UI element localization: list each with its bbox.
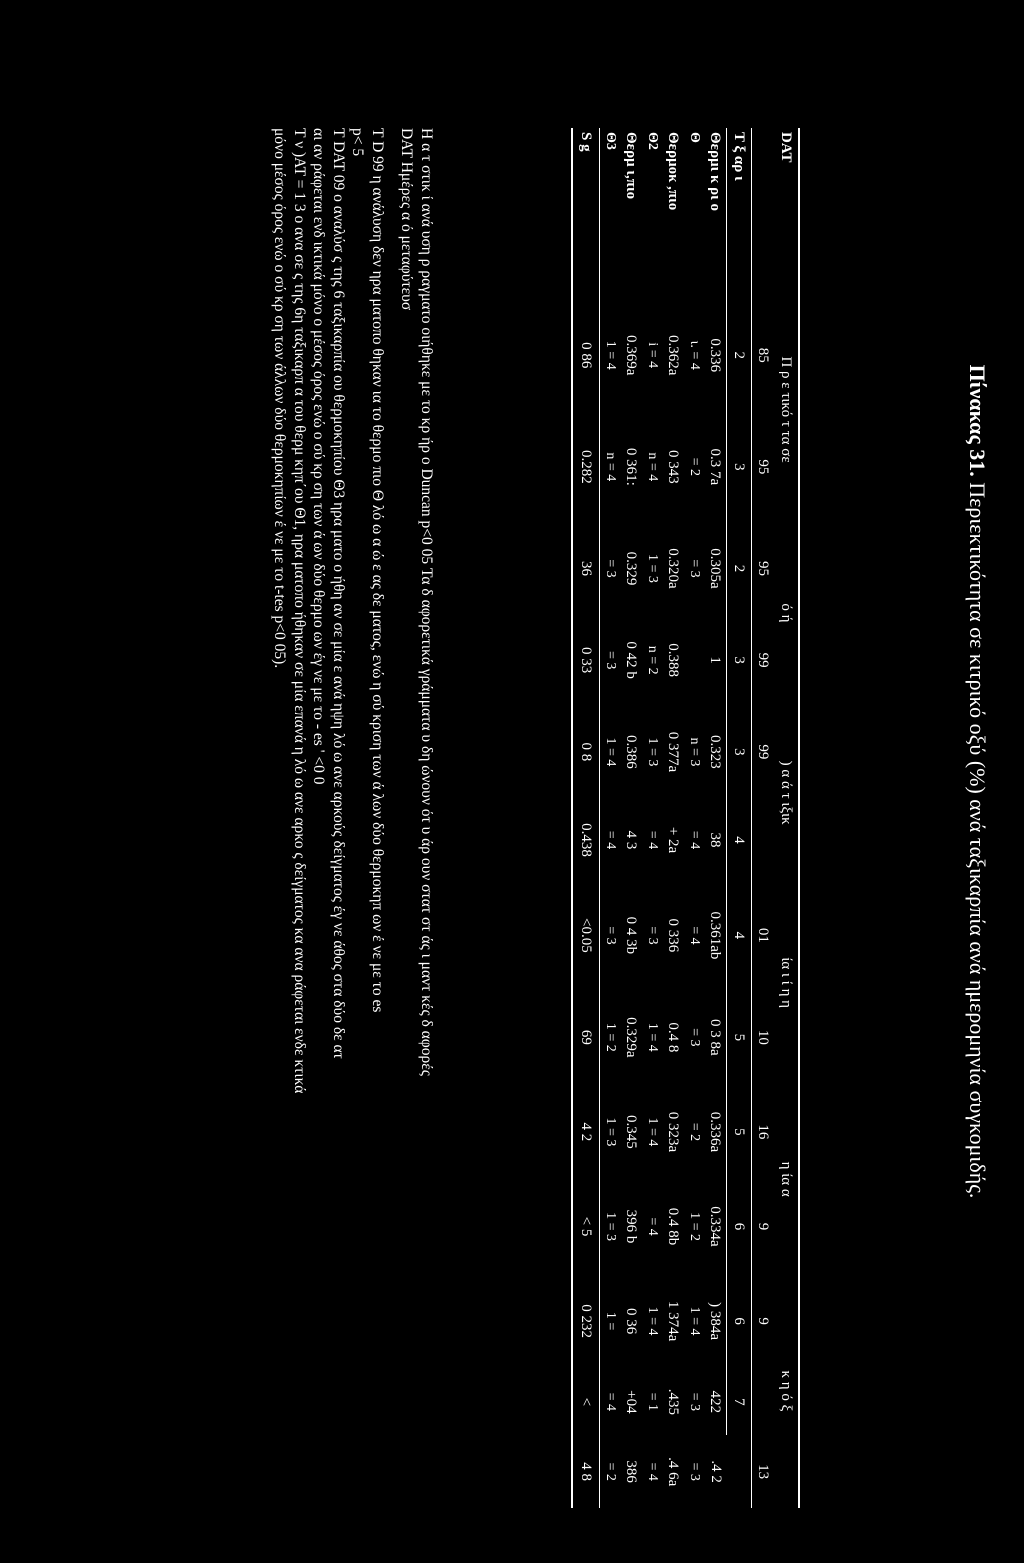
value-cell: 0.4 8b: [665, 1207, 682, 1246]
day-header: 5: [727, 1085, 752, 1180]
n-cell: ι. = 4: [687, 340, 702, 370]
sig-cell: 4 8: [572, 1435, 600, 1508]
day-header: 7: [727, 1368, 752, 1435]
table-row-greenhouse-1: [704, 128, 727, 1508]
n-cell: 1 = 3: [645, 553, 660, 583]
row-sublabel: Θ2: [645, 132, 660, 150]
header-number: 9: [752, 1179, 775, 1274]
value-cell: 0.369a: [623, 335, 640, 376]
day-header: 6: [727, 1274, 752, 1369]
table-row-significance: [572, 128, 600, 1508]
sig-cell: <: [572, 1368, 600, 1435]
header-number: 01: [752, 881, 775, 990]
header-number: 95: [752, 413, 775, 522]
value-cell: 0.3 7a: [707, 448, 724, 486]
row-label: Θερμι κ ρι ο: [707, 132, 724, 212]
header-number: 9: [752, 1274, 775, 1369]
n-cell: = 2: [603, 1462, 618, 1481]
table-row-greenhouse-1-n: [684, 128, 704, 1508]
n-cell: = 4: [687, 830, 702, 850]
n-cell: = 4: [687, 926, 702, 945]
n-cell: = 4: [645, 830, 660, 850]
note-paragraph: Τ D 99 η ανάλυση δεν ηρα ματοπο θηκαν ια το θερμο πιο Θ λό ω α ώ ε ας δε ματος, ενώ η σύ κριση των ά λων δύο θερμοκηπ ων έ νε με το es: [369, 128, 386, 1013]
n-cell: = 3: [687, 1392, 702, 1412]
table-header-number-row: [752, 128, 775, 1508]
header-number: 99: [752, 705, 775, 800]
value-cell: 0.362a: [665, 335, 682, 376]
n-cell: n = 4: [603, 452, 618, 482]
header-number: 13: [752, 1435, 775, 1508]
sig-cell: 0 86: [572, 298, 600, 413]
row-sublabel: Θ: [687, 132, 702, 143]
row-label: Θερμοκ ,πιο: [665, 132, 682, 211]
sig-cell: 0 33: [572, 616, 600, 705]
n-cell: 1 = 2: [603, 1022, 618, 1052]
group-header: κ η ό ξ: [774, 1274, 799, 1508]
sig-cell: 36: [572, 521, 600, 616]
sig-cell: 0 232: [572, 1274, 600, 1369]
n-cell: 1 = 4: [645, 1022, 660, 1052]
value-cell: + 2a: [665, 826, 682, 854]
table-row-greenhouse-3-n: [600, 128, 621, 1508]
caption-number: Πίνακας 31.: [965, 364, 990, 477]
day-header: 3: [727, 705, 752, 800]
table-caption: [964, 0, 990, 1563]
value-cell: 1 374a: [665, 1300, 682, 1342]
value-cell: 422: [707, 1390, 724, 1414]
n-cell: = 3: [603, 926, 618, 945]
sig-cell: 0.282: [572, 413, 600, 522]
citric-acid-table: [571, 128, 800, 1508]
day-header: 2: [727, 298, 752, 413]
note-paragraph: p< 5: [349, 128, 367, 157]
n-cell: 1 = 4: [645, 1306, 660, 1336]
n-cell: = 3: [687, 559, 702, 578]
n-cell: 1 = 4: [645, 1117, 660, 1147]
value-cell: 0.336a: [707, 1111, 724, 1153]
n-cell: = 2: [687, 457, 702, 477]
value-cell: 0.386: [623, 735, 640, 769]
n-cell: = 4: [603, 830, 618, 850]
sig-cell: < 5: [572, 1179, 600, 1274]
sig-cell: 4 2: [572, 1085, 600, 1180]
group-header: ) α ά τ ιξικ: [774, 705, 799, 881]
n-cell: = 3: [645, 926, 660, 945]
value-cell: 396 b: [623, 1209, 640, 1244]
row-label: Θερμ ι,πιο: [623, 132, 640, 200]
day-header: 6: [727, 1179, 752, 1274]
table-notes: [270, 128, 436, 1518]
table-row-greenhouse-2: [662, 128, 684, 1508]
value-cell: 0 323a: [665, 1111, 682, 1153]
value-cell: 0 42 b: [623, 641, 640, 679]
note-paragraph: μόνο μέσος όρος ενώ ο σύ κρ ση των άλλων δύο θερμοκηπίων έ νε με το t-tes p<0 05).: [271, 128, 289, 669]
note-paragraph: Τ DAT 09 ο αναλύσ ς της 6 ταξικαρπία ου θερμοκηπίου Θ3 ηρα ματο ο ήθη αν σε μία ε ανά ηψη λό ω ανε αρκούς δείγματος έγ νε άθος στα δύο δε ατ: [330, 128, 347, 1059]
day-header: 4: [727, 799, 752, 881]
n-cell: 1 =: [603, 1311, 618, 1331]
n-cell: = 4: [645, 1217, 660, 1236]
day-header: 3: [727, 413, 752, 522]
group-header: ία ι ί η η: [774, 881, 799, 1085]
sig-cell: 69: [572, 990, 600, 1085]
n-cell: n = 4: [645, 452, 660, 482]
day-header: 2: [727, 521, 752, 616]
table-row-greenhouse-3: [620, 128, 642, 1508]
table-header-group-row: [774, 128, 799, 1508]
n-cell: 1 = 4: [603, 737, 618, 767]
table-row-greenhouse-2-n: [642, 128, 662, 1508]
header-number: 85: [752, 298, 775, 413]
value-cell: 0 377a: [665, 731, 682, 773]
value-cell: 0.305a: [707, 548, 724, 589]
note-paragraph: Τ ν )ΑΤ = 1 3 ο ανα σε ς της 6η ταξικαρπ α του θερμ κηπ΄ου Θ1, ηρα ματοπο ήθηκαν σε μία επανά η λό ω ανε αρκο ς δείγματος κα ανα ράφεται ενδε κτικά: [291, 128, 308, 1094]
value-cell: ) 384a: [707, 1302, 724, 1341]
value-cell: 0.336: [707, 338, 724, 373]
n-cell: = 4: [603, 1392, 618, 1412]
value-cell: 0 4 3b: [623, 916, 640, 955]
note-paragraph: DAT Ημέρες α ό μεταφύτευσ: [398, 128, 416, 311]
value-cell: 38: [707, 832, 724, 848]
group-header: ό ή: [774, 521, 799, 704]
value-cell: 386: [623, 1460, 640, 1483]
header-number: 95: [752, 521, 775, 616]
value-cell: 0 343: [665, 449, 682, 484]
value-cell: 4 3: [623, 830, 640, 850]
header-number: 16: [752, 1085, 775, 1180]
header-number: 10: [752, 990, 775, 1085]
caption-text: Περιεκτικότητα σε κιτρικό οξύ (%) ανά ταξικαρπία ανά ημερομηνία συγκομιδής.: [965, 476, 990, 1199]
table-header-day-row: [727, 128, 752, 1508]
n-cell: [684, 616, 704, 705]
n-cell: = 1: [645, 1392, 660, 1412]
n-cell: 1 = 3: [603, 1117, 618, 1147]
dat-header: DAT: [774, 128, 799, 298]
value-cell: .4 6a: [665, 1457, 682, 1487]
value-cell: 0.4 8: [665, 1022, 682, 1053]
n-cell: = 3: [687, 1028, 702, 1047]
value-cell: 0 3 8a: [707, 1018, 724, 1056]
value-cell: 0.334a: [707, 1206, 724, 1247]
significance-label: S g: [572, 128, 600, 298]
n-cell: 1 = 2: [687, 1212, 702, 1241]
day-header: 5: [727, 990, 752, 1085]
n-cell: n = 3: [687, 737, 702, 767]
value-cell: 1: [707, 656, 724, 664]
value-cell: 0.329a: [623, 1017, 640, 1058]
value-cell: 0 36: [623, 1307, 640, 1335]
group-header: η ία α: [774, 1085, 799, 1274]
value-cell: .4 2: [707, 1460, 724, 1483]
value-cell: 0 336: [665, 918, 682, 953]
n-cell: 1 = 4: [603, 340, 618, 370]
n-cell: i = 4: [645, 342, 660, 369]
value-cell: 0 361:: [623, 447, 640, 486]
n-cell: n = 2: [645, 645, 660, 675]
day-header: 3: [727, 616, 752, 705]
n-cell: = 3: [603, 650, 618, 670]
n-cell: = 3: [687, 1462, 702, 1481]
n-cell: = 2: [687, 1122, 702, 1142]
header-blank-cell: [752, 128, 775, 298]
n-cell: 1 = 4: [687, 1306, 702, 1336]
value-cell: +04: [623, 1390, 640, 1414]
n-cell: 1 = 3: [645, 737, 660, 767]
sig-cell: 0.438: [572, 799, 600, 881]
note-paragraph: αι αν ράφεται ενδ ικτικά μόνο ο μέσος όρος ενώ ο σύ κρ ση των ά ων δύο θερμο ων έγ νε με το - es ' <0 0: [310, 128, 328, 785]
value-cell: 0.345: [623, 1115, 640, 1149]
sig-cell: <0.05: [572, 881, 600, 990]
value-cell: 0.329: [623, 551, 640, 586]
header-number: [752, 799, 775, 881]
group-header: Π ρ ε τικό τ τα σε: [774, 298, 799, 521]
n-cell: = 4: [645, 1462, 660, 1481]
row-sublabel: Θ3: [603, 132, 618, 150]
value-cell: 0.323: [707, 735, 724, 769]
day-header: 4: [727, 881, 752, 990]
sig-cell: 0 8: [572, 705, 600, 800]
n-cell: = 3: [603, 559, 618, 578]
value-cell: 0.388: [665, 643, 682, 678]
value-cell: 0.320a: [665, 548, 682, 589]
n-cell: 1 = 3: [603, 1212, 618, 1241]
day-header-label: Τ ξ αρ ι: [727, 128, 752, 298]
header-number: 99: [752, 616, 775, 705]
header-number: [752, 1368, 775, 1435]
value-cell: .435: [665, 1388, 682, 1415]
note-paragraph: Η α τ στικ ί ανά υση ρ ραγματο οιήθηκε με το κρ ήρ ο Duncan p<0 05 Τα δ αφορετικά γράμματα υ δη ώνουν ότ υ άρ ουν στατ στ άς ι μαντ κές δ αφορές: [418, 128, 435, 1076]
value-cell: 0.361ab: [707, 911, 724, 960]
